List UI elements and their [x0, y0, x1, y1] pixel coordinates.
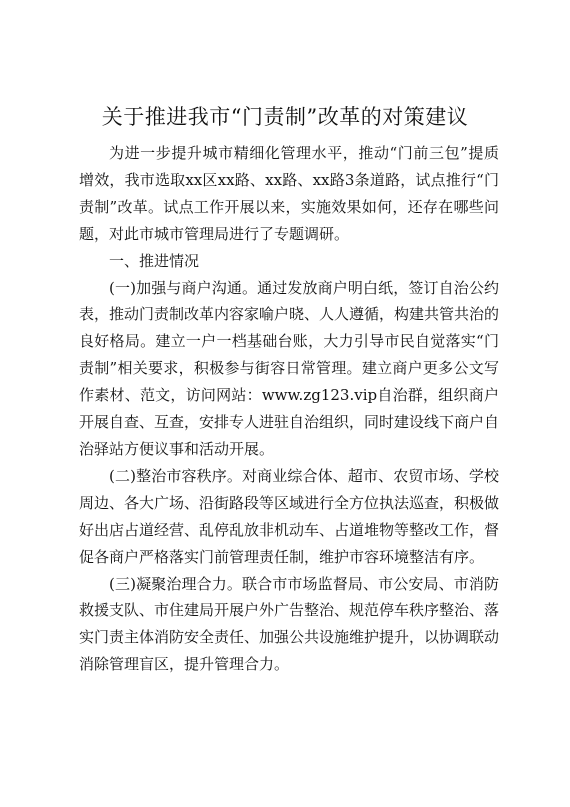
section-heading-progress: 一、推进情况 — [109, 251, 200, 270]
item-3-text: 联合市市场监督局、市公安局、市消防救援支队、市住建局开展户外广告整治、规范停车秩序整治、落实门责主体消防安全责任、加强公共设施维护提升，以协调联动消除管理盲区，提升管理合力。 — [79, 574, 500, 674]
item-2-lead: (二)整治市容秩序。 — [109, 466, 242, 485]
document-title: 关于推进我市“门责制”改革的对策建议 — [101, 105, 469, 129]
item-1-lead: (一)加强与商户沟通。 — [109, 278, 258, 297]
item-1-paragraph — [79, 275, 499, 463]
document-body — [79, 140, 499, 678]
item-2-text: 对商业综合体、超市、农贸市场、学校周边、各大广场、沿街路段等区域进行全方位执法巡查，积极做好出店占道经营、乱停乱放非机动车、占道堆物等整改工作，督促各商户严格落实门前管理责任制，维护市容环境整洁有序。 — [79, 466, 500, 566]
item-3-lead: (三)凝聚治理合力。 — [109, 574, 242, 593]
intro-paragraph: 为进一步提升城市精细化管理水平，推动“门前三包”提质增效，我市选取xx区xx路、xx路、xx路3条道路，试点推行“门责制”改革。试点工作开展以来，实施效果如何，还存在哪些问题，对此市城市管理局进行了专题调研。 — [79, 144, 499, 243]
item-1-text: 通过发放商户明白纸，签订自治公约表，推动门责制改革内容家喻户晓、人人遵循，构建共管共治的良好格局。建立一户一档基础台账，大力引导市民自觉落实“门责制”相关要求，积极参与街容日常管理。建立商户更多公文写作素材、范文，访问网站：www.zg123.vip自治群，组织商户开展自查、互查，安排专人进驻自治组织，同时建设线下商户自治驿站方便议事和活动开展。 — [79, 278, 500, 458]
item-3-paragraph — [79, 571, 499, 679]
item-2-paragraph — [79, 463, 499, 571]
